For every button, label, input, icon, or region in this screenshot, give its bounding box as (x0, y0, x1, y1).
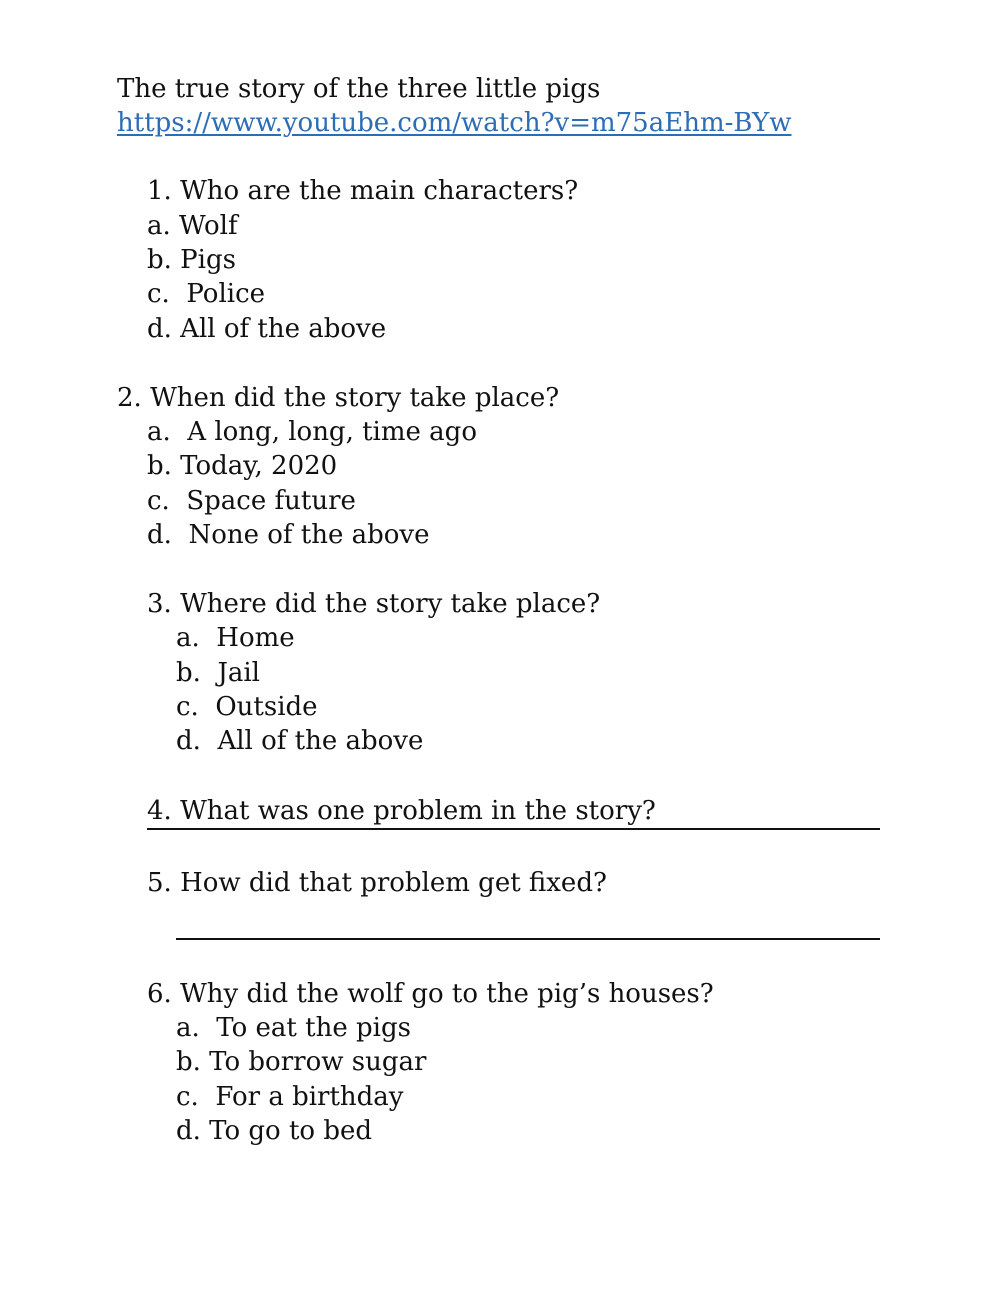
answer-line-5[interactable] (176, 938, 880, 940)
question-6: 6. Why did the wolf go to the pig’s houses? (147, 979, 714, 1009)
question-5: 5. How did that problem get fixed? (147, 868, 607, 898)
question-2-option-b[interactable]: b. Today, 2020 (147, 451, 338, 481)
question-4: 4. What was one problem in the story? (147, 796, 656, 826)
question-6-option-c[interactable]: c. For a birthday (176, 1082, 404, 1112)
question-2: 2. When did the story take place? (117, 383, 560, 413)
question-3-option-c[interactable]: c. Outside (176, 692, 318, 722)
question-3: 3. Where did the story take place? (147, 589, 601, 619)
question-1-option-a[interactable]: a. Wolf (147, 211, 238, 241)
question-6-option-b[interactable]: b. To borrow sugar (176, 1047, 427, 1077)
video-link[interactable]: https://www.youtube.com/watch?v=m75aEhm-BYw (117, 108, 792, 138)
question-1: 1. Who are the main characters? (147, 176, 579, 206)
question-3-option-a[interactable]: a. Home (176, 623, 295, 653)
question-3-option-b[interactable]: b. Jail (176, 658, 260, 688)
page-title: The true story of the three little pigs (117, 74, 601, 104)
question-1-option-d[interactable]: d. All of the above (147, 314, 387, 344)
question-1-option-c[interactable]: c. Police (147, 279, 266, 309)
question-2-option-c[interactable]: c. Space future (147, 486, 356, 516)
question-6-option-d[interactable]: d. To go to bed (176, 1116, 373, 1146)
question-6-option-a[interactable]: a. To eat the pigs (176, 1013, 411, 1043)
question-2-option-a[interactable]: a. A long, long, time ago (147, 417, 477, 447)
question-3-option-d[interactable]: d. All of the above (176, 726, 424, 756)
question-1-option-b[interactable]: b. Pigs (147, 245, 236, 275)
question-2-option-d[interactable]: d. None of the above (147, 520, 430, 550)
answer-line-4[interactable] (147, 828, 880, 830)
